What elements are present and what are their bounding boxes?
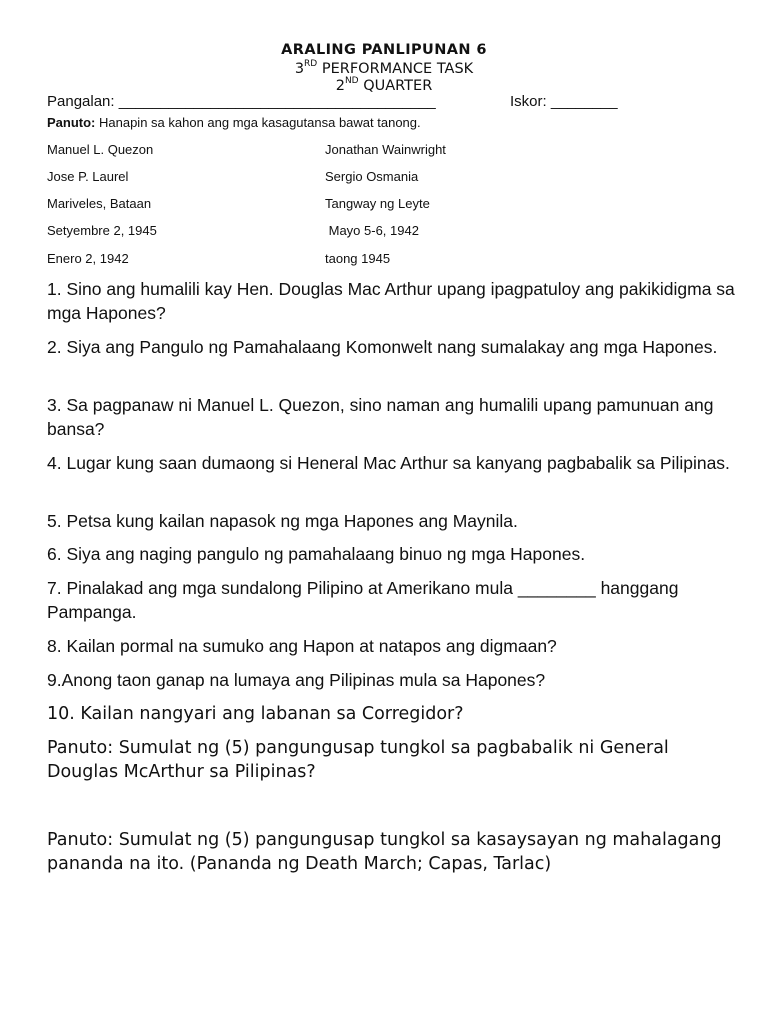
- quarter-heading: [0, 77, 768, 94]
- task-number: 3: [294, 60, 305, 77]
- question-10: 10. Kailan nangyari ang labanan sa Corregidor?: [47, 704, 464, 724]
- choice-item: Enero 2, 1942: [47, 251, 129, 266]
- question-9: 9.Anong taon ganap na lumaya ang Pilipinas mula sa Hapones?: [47, 670, 546, 690]
- choice-item: Mariveles, Bataan: [47, 196, 152, 211]
- question-7: 7. Pinalakad ang mga sundalong Pilipino at Amerikano mula ________ hanggang Pampanga.: [47, 578, 679, 622]
- task-label: PERFORMANCE TASK: [317, 60, 474, 77]
- choice-item: Setyembre 2, 1945: [47, 223, 157, 238]
- quarter-number: 2: [335, 77, 345, 94]
- question-2: 2. Siya ang Pangulo ng Pamahalaang Komonwelt nang sumalakay ang mga Hapones.: [47, 337, 718, 357]
- question-5: 5. Petsa kung kailan napasok ng mga Hapones ang Maynila.: [47, 511, 518, 531]
- question-8: 8. Kailan pormal na sumuko ang Hapon at natapos ang digmaan?: [47, 636, 557, 656]
- performance-task-heading: [0, 60, 768, 77]
- choice-item: taong 1945: [325, 251, 391, 266]
- choice-item: Jose P. Laurel: [47, 169, 129, 184]
- score-field: Iskor: ________: [510, 93, 618, 110]
- quarter-number-suffix: ND: [344, 76, 359, 86]
- choice-item: Jonathan Wainwright: [325, 142, 446, 157]
- choice-item: Manuel L. Quezon: [47, 142, 154, 157]
- worksheet-title: ARALING PANLIPUNAN 6: [281, 42, 487, 58]
- task-number-suffix: RD: [304, 59, 318, 69]
- instruction-text: Hanapin sa kahon ang mga kasagutansa bawat tanong.: [95, 115, 421, 130]
- quarter-label: QUARTER: [358, 77, 433, 94]
- choice-item: Tangway ng Leyte: [325, 196, 430, 211]
- question-3: 3. Sa pagpanaw ni Manuel L. Quezon, sino naman ang humalili upang pamunuan ang bansa?: [47, 395, 714, 439]
- question-4: 4. Lugar kung saan dumaong si Heneral Mac Arthur sa kanyang pagbabalik sa Pilipinas.: [47, 453, 730, 473]
- choice-item: Sergio Osmania: [325, 169, 419, 184]
- question-1: 1. Sino ang humalili kay Hen. Douglas Mac Arthur upang ipagpatuloy ang pakikidigma sa mga Hapones?: [47, 279, 735, 323]
- choice-item: Mayo 5-6, 1942: [325, 223, 419, 238]
- essay-instruction-2: Panuto: Sumulat ng (5) pangungusap tungkol sa kasaysayan ng mahalagang pananda na ito. (Pananda ng Death March; Capas, Tarlac): [47, 830, 722, 874]
- instruction-label: Panuto:: [47, 115, 96, 130]
- essay-instruction-1: Panuto: Sumulat ng (5) pangungusap tungkol sa pagbabalik ni General Douglas McArthur sa Pilipinas?: [47, 738, 669, 782]
- question-6: 6. Siya ang naging pangulo ng pamahalaang binuo ng mga Hapones.: [47, 544, 586, 564]
- instruction: [47, 115, 421, 130]
- name-field: Pangalan: ______________________________________: [47, 93, 436, 110]
